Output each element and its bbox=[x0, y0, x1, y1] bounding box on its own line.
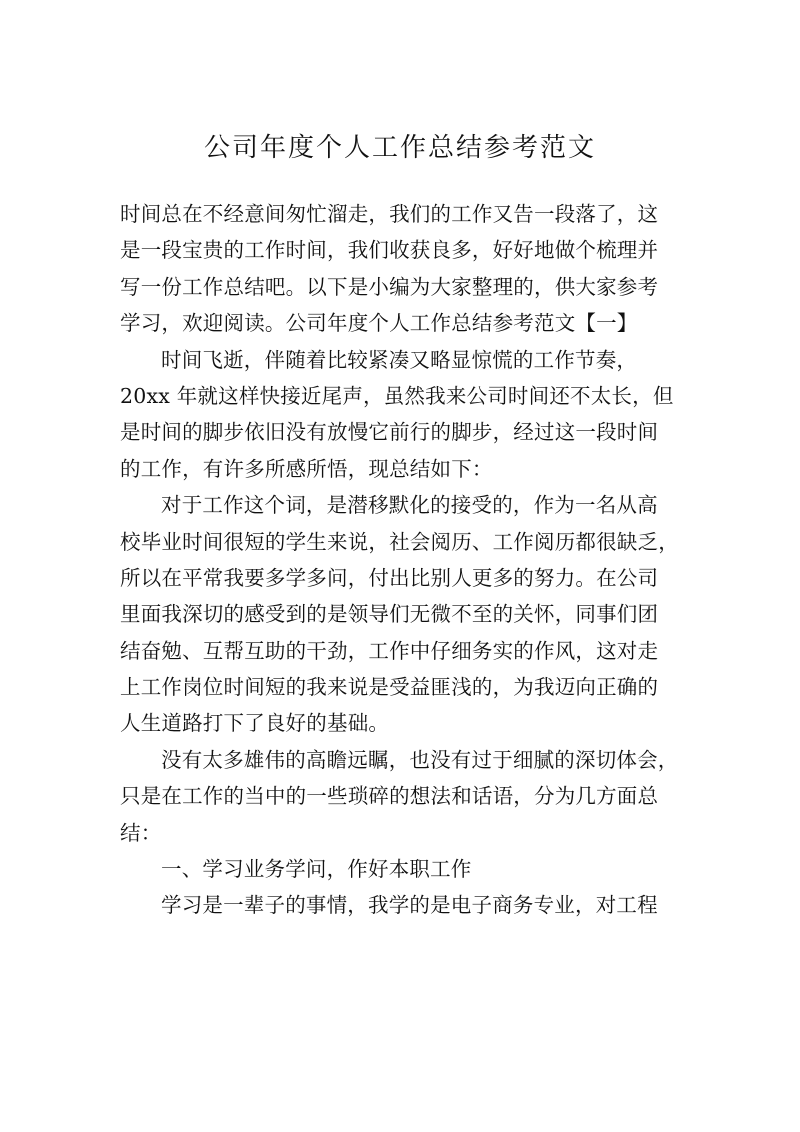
body-line: 20xx 年就这样快接近尾声，虽然我来公司时间还不太长，但 bbox=[120, 383, 674, 408]
body-line: 时间总在不经意间匆忙溜走，我们的工作又告一段落了，这 bbox=[120, 202, 659, 226]
body-line: 学习，欢迎阅读。公司年度个人工作总结参考范文【一】 bbox=[120, 311, 638, 336]
body-line: 结奋勉、互帮互助的干劲，工作中仔细务实的作风，这对走 bbox=[120, 638, 659, 663]
body-line: 一、学习业务学问，作好本职工作 bbox=[161, 857, 472, 882]
body-line: 里面我深切的感受到的是领导们无微不至的关怀，同事们团 bbox=[120, 602, 659, 627]
body-line: 校毕业时间很短的学生来说，社会阅历、工作阅历都很缺乏， bbox=[120, 529, 679, 554]
body-line: 写一份工作总结吧。以下是小编为大家整理的，供大家参考 bbox=[120, 274, 659, 299]
body-line: 的工作，有许多所感所悟，现总结如下： bbox=[120, 456, 493, 481]
body-line: 对于工作这个词，是潜移默化的接受的，作为一名从高 bbox=[161, 493, 658, 518]
body-line: 所以在平常我要多学多问，付出比别人更多的努力。在公司 bbox=[120, 565, 659, 590]
body-line: 没有太多雄伟的高瞻远瞩，也没有过于细腻的深切体会， bbox=[161, 747, 679, 772]
body-line: 时间飞逝，伴随着比较紧凑又略显惊慌的工作节奏， bbox=[161, 347, 638, 372]
body-line: 只是在工作的当中的一些琐碎的想法和话语，分为几方面总 bbox=[120, 784, 659, 809]
body-line: 上工作岗位时间短的我来说是受益匪浅的，为我迈向正确的 bbox=[120, 675, 659, 700]
body-line: 结： bbox=[120, 820, 162, 845]
body-line: 是一段宝贵的工作时间，我们收获良多，好好地做个梳理并 bbox=[120, 238, 659, 263]
body-line: 人生道路打下了良好的基础。 bbox=[120, 711, 390, 736]
body-line: 学习是一辈子的事情，我学的是电子商务专业，对工程 bbox=[161, 893, 658, 918]
document-body bbox=[120, 196, 680, 924]
body-line: 是时间的脚步依旧没有放慢它前行的脚步，经过这一段时间 bbox=[120, 420, 659, 445]
document-title: 公司年度个人工作总结参考范文 bbox=[203, 133, 596, 163]
